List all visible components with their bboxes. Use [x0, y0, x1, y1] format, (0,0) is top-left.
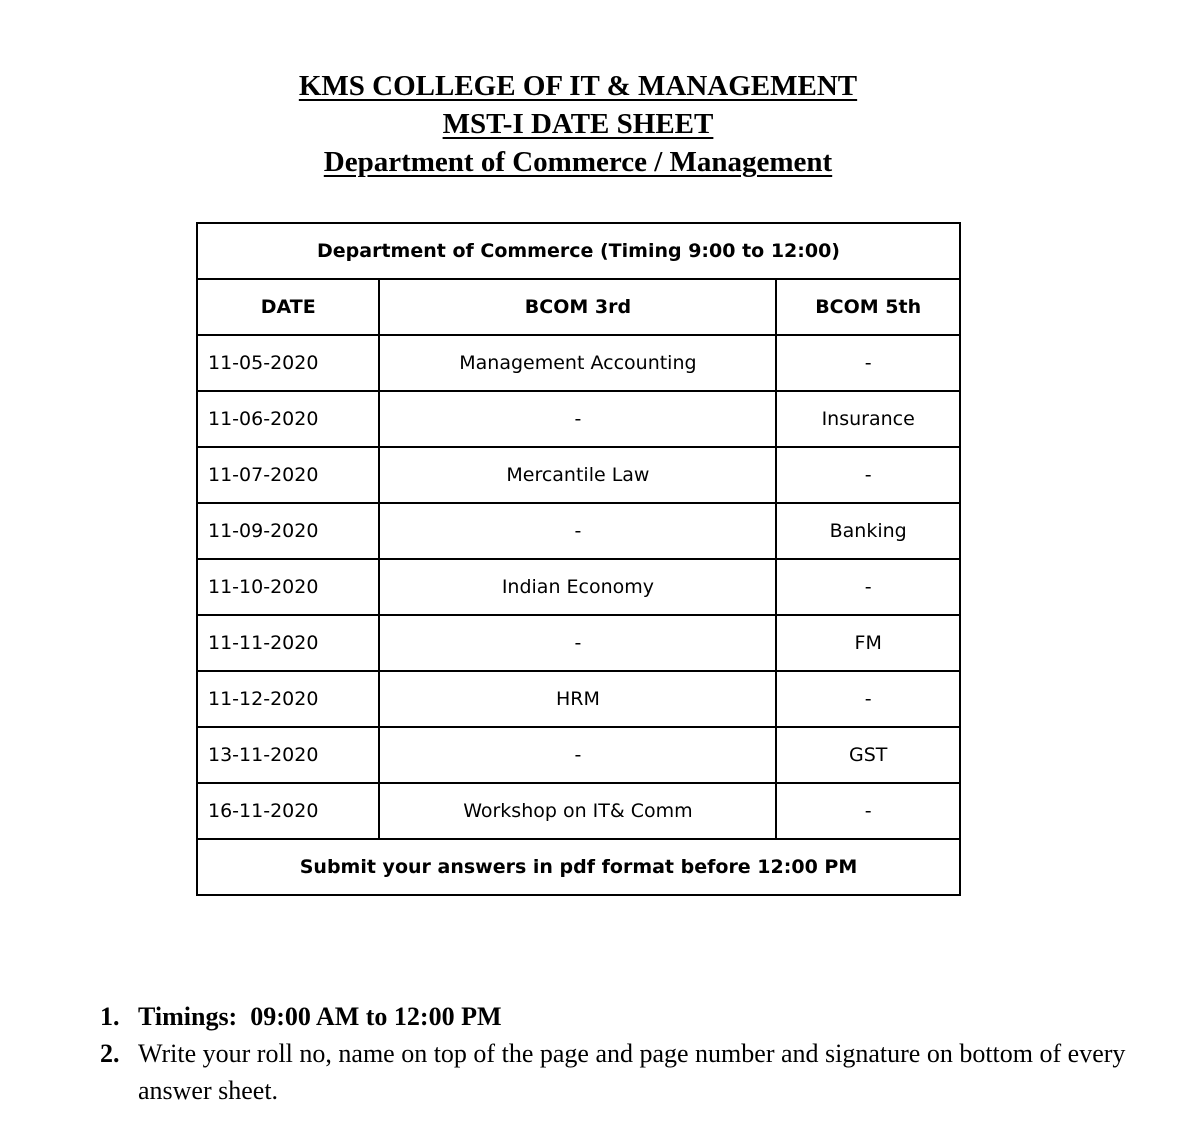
- bcom-3rd-cell: -: [379, 615, 776, 671]
- instructions-list: [100, 998, 1130, 1109]
- table-row: [197, 783, 960, 839]
- date-cell: 13-11-2020: [197, 727, 379, 783]
- bcom-3rd-cell: Workshop on IT& Comm: [379, 783, 776, 839]
- column-header-bcom-3rd: BCOM 3rd: [379, 279, 776, 335]
- column-header-date: DATE: [197, 279, 379, 335]
- date-cell: 11-10-2020: [197, 559, 379, 615]
- bcom-5th-cell: Insurance: [776, 391, 960, 447]
- date-cell: 11-06-2020: [197, 391, 379, 447]
- college-name: KMS COLLEGE OF IT & MANAGEMENT: [298, 70, 858, 102]
- bcom-3rd-cell: Management Accounting: [379, 335, 776, 391]
- table-row: [197, 615, 960, 671]
- bcom-5th-cell: -: [776, 335, 960, 391]
- table-banner-row: [197, 223, 960, 279]
- sheet-title: MST-I DATE SHEET: [442, 108, 714, 140]
- date-sheet-table: [196, 222, 961, 896]
- table-row: [197, 391, 960, 447]
- bcom-3rd-cell: Mercantile Law: [379, 447, 776, 503]
- instruction-number: 2.: [100, 1039, 120, 1068]
- table-row: [197, 447, 960, 503]
- instruction-text: Timings: 09:00 AM to 12:00 PM: [138, 1002, 502, 1031]
- instruction-number: 1.: [100, 1002, 120, 1031]
- bcom-3rd-cell: HRM: [379, 671, 776, 727]
- table-row: [197, 503, 960, 559]
- date-cell: 11-07-2020: [197, 447, 379, 503]
- table-header-row: [197, 279, 960, 335]
- date-cell: 11-12-2020: [197, 671, 379, 727]
- table-row: [197, 671, 960, 727]
- date-cell: 11-05-2020: [197, 335, 379, 391]
- bcom-5th-cell: -: [776, 559, 960, 615]
- column-header-bcom-5th: BCOM 5th: [776, 279, 960, 335]
- table-row: [197, 727, 960, 783]
- bcom-5th-cell: Banking: [776, 503, 960, 559]
- bcom-5th-cell: -: [776, 671, 960, 727]
- instruction-text: Write your roll no, name on top of the page and page number and signature on bottom of every answer sheet.: [138, 1039, 1126, 1105]
- table-row: [197, 335, 960, 391]
- date-cell: 11-11-2020: [197, 615, 379, 671]
- bcom-5th-cell: -: [776, 783, 960, 839]
- bcom-3rd-cell: Indian Economy: [379, 559, 776, 615]
- date-cell: 11-09-2020: [197, 503, 379, 559]
- table-row: [197, 559, 960, 615]
- instruction-item: [100, 1035, 1130, 1109]
- bcom-3rd-cell: -: [379, 503, 776, 559]
- bcom-5th-cell: FM: [776, 615, 960, 671]
- table-banner: Department of Commerce (Timing 9:00 to 12:00): [197, 223, 960, 279]
- bcom-5th-cell: GST: [776, 727, 960, 783]
- bcom-3rd-cell: -: [379, 727, 776, 783]
- date-cell: 16-11-2020: [197, 783, 379, 839]
- table-footer-row: [197, 839, 960, 895]
- bcom-5th-cell: -: [776, 447, 960, 503]
- bcom-3rd-cell: -: [379, 391, 776, 447]
- department-title: Department of Commerce / Management: [323, 146, 833, 178]
- submission-note: Submit your answers in pdf format before 12:00 PM: [197, 839, 960, 895]
- instruction-item: [100, 998, 1130, 1035]
